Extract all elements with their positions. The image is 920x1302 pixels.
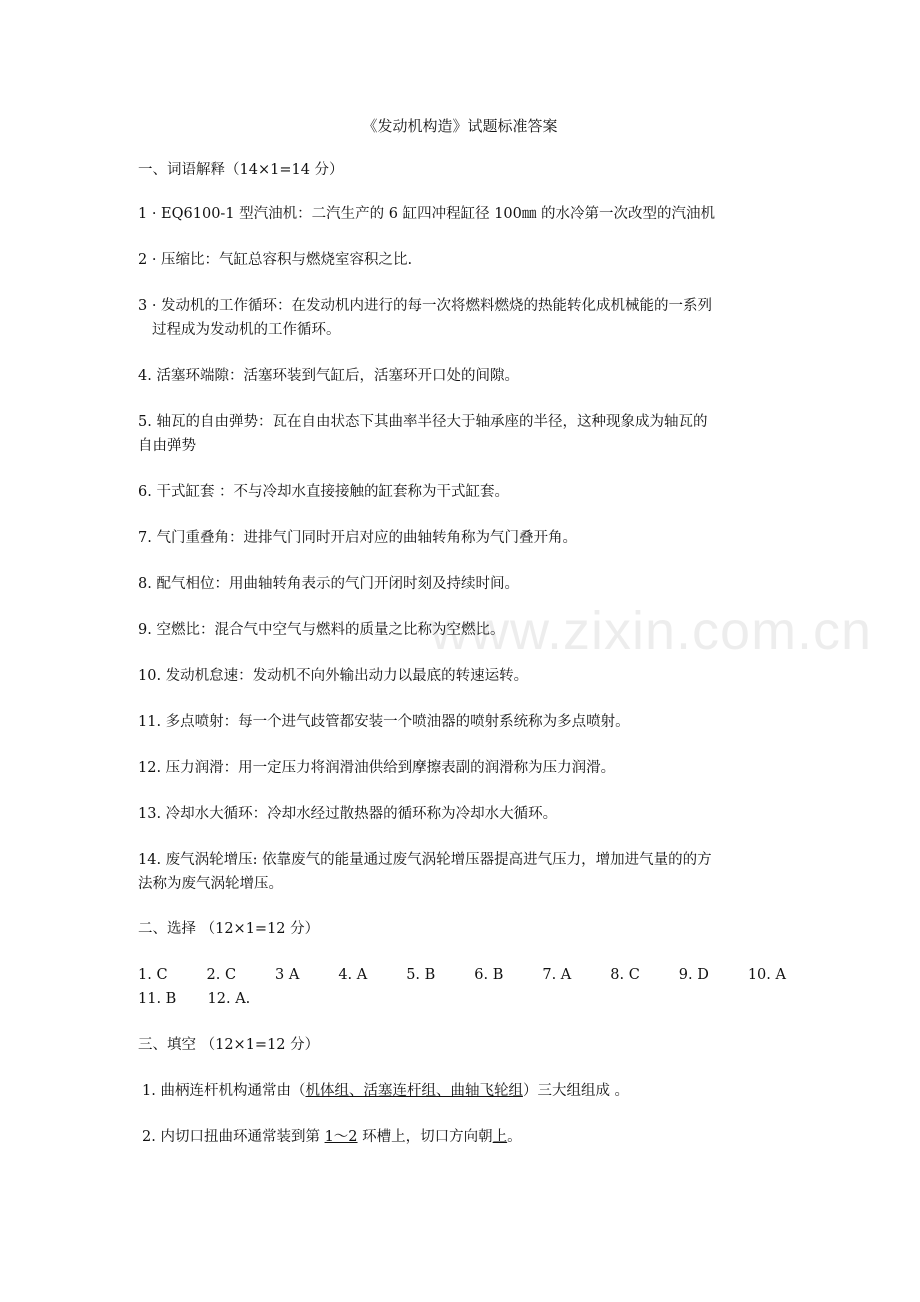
term-6: 6. 干式缸套 ：不与冷却水直接接触的缸套称为干式缸套。 (138, 484, 510, 500)
fill-question-1 (142, 1080, 629, 1102)
term-11: 11. 多点喷射：每一个进气歧管都安装一个喷油器的喷射系统称为多点喷射。 (138, 714, 630, 730)
choice-answer: 3 A (275, 967, 300, 983)
choice-answer: 5. B (406, 967, 436, 983)
watermark: www.zixin.com.cn (430, 601, 873, 661)
term-14-cont: 法称为废气涡轮增压。 (138, 876, 283, 892)
choice-answer: 10. A (747, 967, 786, 983)
term-5: 5. 轴瓦的自由弹势：瓦在自由状态下其曲率半径大于轴承座的半径，这种现象成为轴瓦的 (138, 414, 708, 430)
section1-heading: 一、词语解释（14×1=14 分） (138, 162, 344, 178)
choice-answer: 8. C (610, 967, 640, 983)
fill-q2-suffix: 。 (507, 1129, 522, 1145)
term-13: 13. 冷却水大循环：冷却水经过散热器的循环称为冷却水大循环。 (138, 806, 558, 822)
term-4: 4. 活塞环端隙：活塞环装到气缸后，活塞环开口处的间隙。 (138, 368, 519, 384)
section2-heading: 二、选择 （12×1=12 分） (138, 921, 320, 937)
choice-answers-row-2 (138, 988, 250, 1010)
fill-question-2 (142, 1126, 522, 1148)
term-9: 9. 空燃比：混合气中空气与燃料的质量之比称为空燃比。 (138, 622, 505, 638)
choice-answer: 2. C (206, 967, 237, 983)
choice-answer: 7. A (542, 967, 572, 983)
fill-q2-answer-1: 1～2 (324, 1129, 358, 1145)
fill-q2-answer-2: 上 (492, 1129, 508, 1145)
choice-answer: 11. B (138, 991, 177, 1007)
fill-q2-middle: 环槽上，切口方向朝 (357, 1129, 493, 1145)
term-12: 12. 压力润滑：用一定压力将润滑油供给到摩擦表副的润滑称为压力润滑。 (138, 760, 616, 776)
choice-answer: 1. C (138, 967, 168, 983)
term-7: 7. 气门重叠角：进排气门同时开启对应的曲轴转角称为气门叠开角。 (138, 530, 577, 546)
term-3: 3 · 发动机的工作循环：在发动机内进行的每一次将燃料燃烧的热能转化成机械能的一系列 (138, 298, 713, 314)
choice-answer: 6. B (474, 967, 504, 983)
term-3-cont: 过程成为发动机的工作循环。 (152, 322, 341, 338)
term-5-cont: 自由弹势 (138, 438, 196, 454)
section3-heading: 三、填空 （12×1=12 分） (138, 1037, 320, 1053)
term-8: 8. 配气相位：用曲轴转角表示的气门开闭时刻及持续时间。 (138, 576, 519, 592)
choice-answers-row-1 (138, 964, 786, 986)
document-title: 《发动机构造》试题标准答案 (362, 117, 558, 135)
term-14: 14. 废气涡轮增压: 依靠废气的能量通过废气涡轮增压器提高进气压力，增加进气量的的方 (138, 852, 712, 868)
term-10: 10. 发动机怠速：发动机不向外输出动力以最底的转速运转。 (138, 668, 529, 684)
choice-answer: 9. D (678, 967, 709, 983)
term-2: 2 · 压缩比：气缸总容积与燃烧室容积之比. (138, 252, 413, 268)
fill-q1-prefix: 1. 曲柄连杆机构通常由（ (142, 1083, 306, 1099)
term-1: 1 · EQ6100-1 型汽油机：二汽生产的 6 缸四冲程缸径 100㎜ 的水冷第一次改型的汽油机 (138, 206, 715, 222)
choice-answer: 12. A. (207, 991, 251, 1007)
fill-q1-answer: 机体组、活塞连杆组、曲轴飞轮组 (305, 1083, 523, 1099)
fill-q2-prefix: 2. 内切口扭曲环通常装到第 (142, 1129, 325, 1145)
fill-q1-suffix: ）三大组组成 。 (522, 1083, 630, 1099)
choice-answer: 4. A (338, 967, 368, 983)
